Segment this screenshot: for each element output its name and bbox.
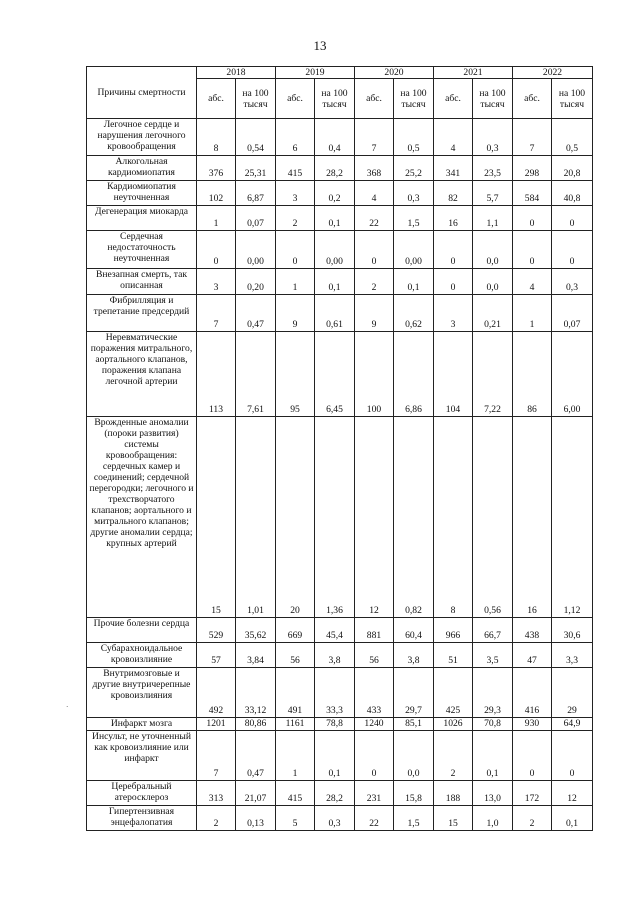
- abs-value-cell: 1: [276, 269, 315, 295]
- per100k-value-cell: 0,20: [236, 269, 276, 295]
- per100k-value-cell: 28,2: [315, 156, 355, 181]
- abs-value-cell: 3: [197, 269, 236, 295]
- abs-value-cell: 0: [197, 231, 236, 269]
- per100k-value-cell: 0,4: [315, 119, 355, 156]
- year-header: 2020: [355, 67, 434, 79]
- per100k-value-cell: 70,8: [473, 718, 513, 731]
- per100k-value-cell: 35,62: [236, 618, 276, 643]
- abs-value-cell: 3: [434, 295, 473, 332]
- abs-value-cell: 529: [197, 618, 236, 643]
- abs-value-cell: 416: [513, 668, 552, 718]
- year-header: 2018: [197, 67, 276, 79]
- per100k-value-cell: 13,0: [473, 781, 513, 806]
- cause-header: Причины смертности: [87, 67, 197, 119]
- abs-value-cell: 4: [355, 181, 394, 206]
- per100k-value-cell: 0,00: [236, 231, 276, 269]
- abs-value-cell: 376: [197, 156, 236, 181]
- per100k-value-cell: 33,12: [236, 668, 276, 718]
- per100k-value-cell: 0,3: [473, 119, 513, 156]
- per100k-value-cell: 0,62: [394, 295, 434, 332]
- table-row: [87, 417, 593, 618]
- cause-cell: Церебральный атеросклероз: [87, 781, 197, 806]
- per100k-value-cell: 0,1: [473, 731, 513, 781]
- per100k-value-cell: 25,2: [394, 156, 434, 181]
- abs-value-cell: 1161: [276, 718, 315, 731]
- cause-cell: Инсульт, не уточненный как кровоизлияние или инфаркт: [87, 731, 197, 781]
- per100k-value-cell: 45,4: [315, 618, 355, 643]
- abs-value-cell: 298: [513, 156, 552, 181]
- abs-value-cell: 966: [434, 618, 473, 643]
- abs-value-cell: 2: [197, 806, 236, 831]
- cause-cell: Субарахноидальное кровоизлияние: [87, 643, 197, 668]
- per100k-value-cell: 0,0: [394, 731, 434, 781]
- abs-value-cell: 22: [355, 806, 394, 831]
- abs-value-cell: 368: [355, 156, 394, 181]
- per100k-value-cell: 3,84: [236, 643, 276, 668]
- abs-header: абс.: [276, 79, 315, 119]
- abs-value-cell: 7: [197, 295, 236, 332]
- cause-cell: Прочие болезни сердца: [87, 618, 197, 643]
- per100k-value-cell: 85,1: [394, 718, 434, 731]
- per100k-value-cell: 29: [552, 668, 593, 718]
- cause-cell: Врожденные аномалии (пороки развития) системы кровообращения: сердечных камер и соединений; сердечной перегородки; легочного и трехстворчатого клапанов; аортального и митрального клапанов; другие аномалии сердца; крупных артерий: [87, 417, 197, 618]
- per100k-value-cell: 0,1: [315, 269, 355, 295]
- abs-value-cell: 47: [513, 643, 552, 668]
- per100k-value-cell: 0,61: [315, 295, 355, 332]
- abs-value-cell: 2: [276, 206, 315, 231]
- abs-value-cell: 9: [276, 295, 315, 332]
- table-row: [87, 643, 593, 668]
- abs-value-cell: 0: [355, 731, 394, 781]
- abs-value-cell: 2: [434, 731, 473, 781]
- abs-value-cell: 491: [276, 668, 315, 718]
- per100k-value-cell: 0,47: [236, 731, 276, 781]
- per100k-header: на 100 тысяч: [473, 79, 513, 119]
- abs-header: абс.: [197, 79, 236, 119]
- cause-cell: Внутримозговые и другие внутричерепные кровоизлияния: [87, 668, 197, 718]
- per100k-value-cell: 1,12: [552, 417, 593, 618]
- per100k-value-cell: 0,5: [394, 119, 434, 156]
- per100k-value-cell: 0,1: [315, 731, 355, 781]
- abs-value-cell: 51: [434, 643, 473, 668]
- abs-value-cell: 100: [355, 332, 394, 417]
- table-row: [87, 668, 593, 718]
- abs-value-cell: 1: [276, 731, 315, 781]
- per100k-value-cell: 60,4: [394, 618, 434, 643]
- abs-value-cell: 433: [355, 668, 394, 718]
- per100k-header: на 100 тысяч: [315, 79, 355, 119]
- per100k-value-cell: 1,01: [236, 417, 276, 618]
- cause-cell: Дегенерация миокарда: [87, 206, 197, 231]
- abs-value-cell: 5: [276, 806, 315, 831]
- abs-value-cell: 0: [355, 231, 394, 269]
- abs-value-cell: 669: [276, 618, 315, 643]
- table-row: [87, 718, 593, 731]
- cause-cell: Внезапная смерть, так описанная: [87, 269, 197, 295]
- per100k-value-cell: 0,54: [236, 119, 276, 156]
- abs-value-cell: 102: [197, 181, 236, 206]
- per100k-value-cell: 7,22: [473, 332, 513, 417]
- abs-value-cell: 415: [276, 781, 315, 806]
- abs-value-cell: 8: [434, 417, 473, 618]
- per100k-header: на 100 тысяч: [394, 79, 434, 119]
- table-row: [87, 618, 593, 643]
- abs-value-cell: 16: [513, 417, 552, 618]
- abs-value-cell: 57: [197, 643, 236, 668]
- table-row: [87, 119, 593, 156]
- table-row: [87, 181, 593, 206]
- abs-value-cell: 584: [513, 181, 552, 206]
- per100k-value-cell: 78,8: [315, 718, 355, 731]
- per100k-value-cell: 5,7: [473, 181, 513, 206]
- per100k-value-cell: 1,5: [394, 206, 434, 231]
- abs-value-cell: 0: [513, 231, 552, 269]
- abs-value-cell: 16: [434, 206, 473, 231]
- per100k-header: на 100 тысяч: [236, 79, 276, 119]
- table-row: [87, 269, 593, 295]
- abs-value-cell: 56: [355, 643, 394, 668]
- abs-value-cell: 95: [276, 332, 315, 417]
- cause-cell: Гипертензивная энцефалопатия: [87, 806, 197, 831]
- per100k-value-cell: 1,5: [394, 806, 434, 831]
- per100k-value-cell: 64,9: [552, 718, 593, 731]
- abs-value-cell: 415: [276, 156, 315, 181]
- abs-value-cell: 313: [197, 781, 236, 806]
- per100k-value-cell: 0,1: [315, 206, 355, 231]
- abs-value-cell: 438: [513, 618, 552, 643]
- abs-value-cell: 0: [513, 731, 552, 781]
- abs-value-cell: 1201: [197, 718, 236, 731]
- table-row: [87, 206, 593, 231]
- per100k-value-cell: 15,8: [394, 781, 434, 806]
- abs-value-cell: 104: [434, 332, 473, 417]
- abs-value-cell: 2: [513, 806, 552, 831]
- table-row: [87, 231, 593, 269]
- cause-cell: Легочное сердце и нарушения легочного кровообращения: [87, 119, 197, 156]
- abs-value-cell: 341: [434, 156, 473, 181]
- abs-value-cell: 12: [355, 417, 394, 618]
- per100k-value-cell: 0,07: [552, 295, 593, 332]
- per100k-value-cell: 28,2: [315, 781, 355, 806]
- per100k-value-cell: 66,7: [473, 618, 513, 643]
- abs-value-cell: 231: [355, 781, 394, 806]
- abs-value-cell: 7: [355, 119, 394, 156]
- stray-mark: ·: [66, 703, 69, 711]
- per100k-value-cell: 29,3: [473, 668, 513, 718]
- per100k-value-cell: 0,07: [236, 206, 276, 231]
- per100k-value-cell: 0,0: [473, 269, 513, 295]
- cause-cell: Кардиомиопатия неуточненная: [87, 181, 197, 206]
- per100k-value-cell: 0,47: [236, 295, 276, 332]
- table-row: [87, 332, 593, 417]
- per100k-value-cell: 0,3: [315, 806, 355, 831]
- table-row: [87, 156, 593, 181]
- table-row: [87, 781, 593, 806]
- per100k-value-cell: 0,00: [394, 231, 434, 269]
- per100k-value-cell: 29,7: [394, 668, 434, 718]
- abs-value-cell: 4: [513, 269, 552, 295]
- abs-value-cell: 82: [434, 181, 473, 206]
- abs-value-cell: 113: [197, 332, 236, 417]
- abs-value-cell: 22: [355, 206, 394, 231]
- per100k-value-cell: 0,82: [394, 417, 434, 618]
- abs-value-cell: 4: [434, 119, 473, 156]
- cause-cell: Инфаркт мозга: [87, 718, 197, 731]
- abs-value-cell: 188: [434, 781, 473, 806]
- per100k-value-cell: 0: [552, 231, 593, 269]
- per100k-value-cell: 0,2: [315, 181, 355, 206]
- per100k-value-cell: 0,13: [236, 806, 276, 831]
- per100k-value-cell: 0,1: [394, 269, 434, 295]
- per100k-value-cell: 1,1: [473, 206, 513, 231]
- per100k-value-cell: 40,8: [552, 181, 593, 206]
- per100k-value-cell: 0,56: [473, 417, 513, 618]
- abs-value-cell: 1240: [355, 718, 394, 731]
- mortality-table: [86, 66, 593, 831]
- abs-value-cell: 15: [434, 806, 473, 831]
- per100k-header: на 100 тысяч: [552, 79, 593, 119]
- per100k-value-cell: 0,5: [552, 119, 593, 156]
- page-number: 13: [313, 38, 327, 53]
- per100k-value-cell: 0,00: [315, 231, 355, 269]
- per100k-value-cell: 3,8: [315, 643, 355, 668]
- per100k-value-cell: 30,6: [552, 618, 593, 643]
- per100k-value-cell: 0,21: [473, 295, 513, 332]
- abs-value-cell: 56: [276, 643, 315, 668]
- per100k-value-cell: 0,1: [552, 806, 593, 831]
- abs-value-cell: 0: [513, 206, 552, 231]
- abs-value-cell: 8: [197, 119, 236, 156]
- per100k-value-cell: 0,3: [394, 181, 434, 206]
- abs-value-cell: 1: [513, 295, 552, 332]
- per100k-value-cell: 6,45: [315, 332, 355, 417]
- cause-cell: Алкогольная кардиомиопатия: [87, 156, 197, 181]
- abs-value-cell: 0: [276, 231, 315, 269]
- abs-value-cell: 930: [513, 718, 552, 731]
- per100k-value-cell: 21,07: [236, 781, 276, 806]
- abs-value-cell: 881: [355, 618, 394, 643]
- per100k-value-cell: 0: [552, 206, 593, 231]
- per100k-value-cell: 6,87: [236, 181, 276, 206]
- abs-value-cell: 1: [197, 206, 236, 231]
- abs-header: абс.: [434, 79, 473, 119]
- per100k-value-cell: 23,5: [473, 156, 513, 181]
- abs-value-cell: 15: [197, 417, 236, 618]
- abs-value-cell: 6: [276, 119, 315, 156]
- abs-value-cell: 425: [434, 668, 473, 718]
- year-header: 2021: [434, 67, 513, 79]
- per100k-value-cell: 1,0: [473, 806, 513, 831]
- per100k-value-cell: 20,8: [552, 156, 593, 181]
- per100k-value-cell: 0,0: [473, 231, 513, 269]
- abs-value-cell: 0: [434, 231, 473, 269]
- per100k-value-cell: 7,61: [236, 332, 276, 417]
- abs-value-cell: 3: [276, 181, 315, 206]
- abs-value-cell: 2: [355, 269, 394, 295]
- table-row: [87, 806, 593, 831]
- per100k-value-cell: 33,3: [315, 668, 355, 718]
- per100k-value-cell: 6,86: [394, 332, 434, 417]
- cause-cell: Фибрилляция и трепетание предсердий: [87, 295, 197, 332]
- abs-value-cell: 492: [197, 668, 236, 718]
- year-header: 2019: [276, 67, 355, 79]
- per100k-value-cell: 80,86: [236, 718, 276, 731]
- abs-value-cell: 7: [513, 119, 552, 156]
- table-row: [87, 295, 593, 332]
- per100k-value-cell: 3,8: [394, 643, 434, 668]
- cause-cell: Сердечная недостаточность неуточненная: [87, 231, 197, 269]
- per100k-value-cell: 3,5: [473, 643, 513, 668]
- abs-header: абс.: [513, 79, 552, 119]
- per100k-value-cell: 1,36: [315, 417, 355, 618]
- per100k-value-cell: 0,3: [552, 269, 593, 295]
- per100k-value-cell: 6,00: [552, 332, 593, 417]
- abs-value-cell: 172: [513, 781, 552, 806]
- abs-value-cell: 9: [355, 295, 394, 332]
- per100k-value-cell: 12: [552, 781, 593, 806]
- table-row: [87, 731, 593, 781]
- abs-value-cell: 1026: [434, 718, 473, 731]
- cause-cell: Неревматические поражения митрального, аортального клапанов, поражения клапана легочной артерии: [87, 332, 197, 417]
- per100k-value-cell: 25,31: [236, 156, 276, 181]
- year-header: 2022: [513, 67, 593, 79]
- abs-value-cell: 7: [197, 731, 236, 781]
- abs-header: абс.: [355, 79, 394, 119]
- abs-value-cell: 20: [276, 417, 315, 618]
- abs-value-cell: 86: [513, 332, 552, 417]
- per100k-value-cell: 3,3: [552, 643, 593, 668]
- per100k-value-cell: 0: [552, 731, 593, 781]
- abs-value-cell: 0: [434, 269, 473, 295]
- table-body: [87, 119, 593, 831]
